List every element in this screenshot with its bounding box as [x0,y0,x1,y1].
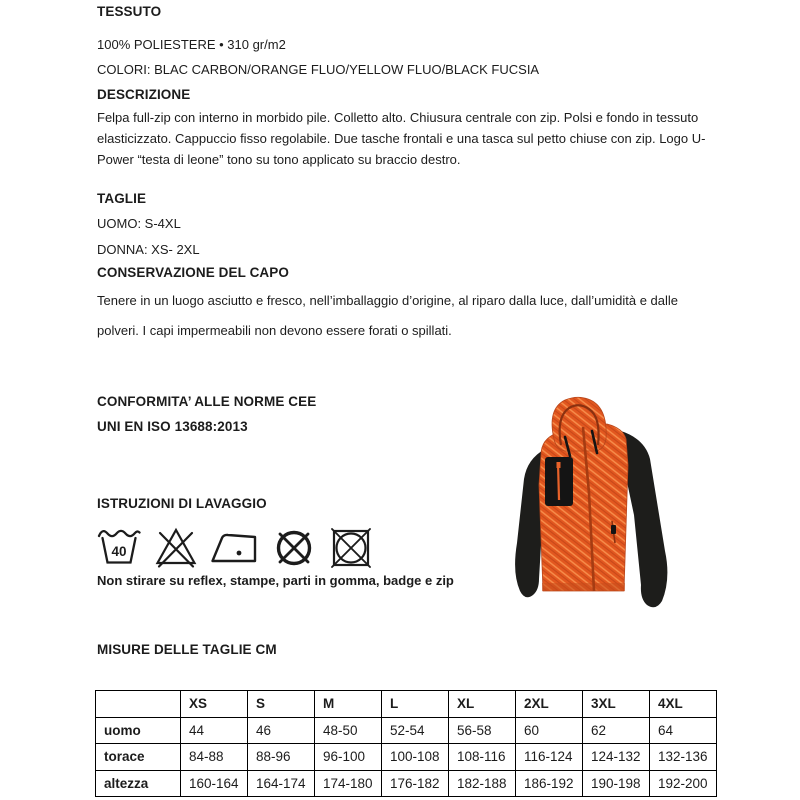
size-col-header: M [315,691,382,718]
size-cell: 100-108 [382,744,449,771]
size-col-header: 3XL [583,691,650,718]
size-cell: 48-50 [315,717,382,744]
size-cell: 176-182 [382,770,449,797]
size-cell: 64 [650,717,717,744]
size-cell: 108-116 [449,744,516,771]
size-col-header: XS [181,691,248,718]
jacket-right-sleeve [621,431,667,607]
jacket-side-pocket-zip-pull [611,525,616,534]
wash-temp-label: 40 [111,544,127,559]
conservazione-heading: CONSERVAZIONE DEL CAPO [97,265,289,280]
misure-heading: MISURE DELLE TAGLIE CM [97,642,277,657]
size-cell: 124-132 [583,744,650,771]
do-not-bleach-icon [153,523,199,569]
size-cell: 84-88 [181,744,248,771]
conservazione-body: Tenere in un luogo asciutto e fresco, nell’imballaggio d’origine, al riparo dalla luce, dall’umidità e dalle polveri. I capi impermeabili non devono essere forati o spillati. [97,293,679,338]
size-table [95,690,717,797]
taglie-heading: TAGLIE [97,191,147,206]
size-table-row-uomo [96,717,717,744]
jacket-hem [542,583,625,591]
taglie-donna: DONNA: XS- 2XL [97,242,200,257]
tessuto-heading: TESSUTO [97,4,162,19]
size-col-header: XL [449,691,516,718]
size-col-header: L [382,691,449,718]
size-col-header: 2XL [516,691,583,718]
wash-40-icon [96,523,142,569]
colori-line: COLORI: BLAC CARBON/ORANGE FLUO/YELLOW FLUO/BLACK FUCSIA [97,62,540,77]
size-table-header-row [96,691,717,718]
ironing-warning: Non stirare su reflex, stampe, parti in gomma, badge e zip [97,573,454,588]
size-cell: 116-124 [516,744,583,771]
size-table-row-torace [96,744,717,771]
size-cell: 96-100 [315,744,382,771]
row-label: altezza [96,770,181,797]
size-cell: 132-136 [650,744,717,771]
size-cell: 56-58 [449,717,516,744]
do-not-tumble-dry-icon [328,523,374,569]
taglie-uomo: UOMO: S-4XL [97,216,181,231]
size-cell: 88-96 [248,744,315,771]
size-cell: 182-188 [449,770,516,797]
size-table-row-altezza [96,770,717,797]
conformita-heading: CONFORMITA’ ALLE NORME CEE [97,394,317,409]
size-cell: 52-54 [382,717,449,744]
size-cell: 186-192 [516,770,583,797]
conformita-norma: UNI EN ISO 13688:2013 [97,419,248,434]
composition-line: 100% POLIESTERE • 310 gr/m2 [97,37,286,52]
size-cell: 62 [583,717,650,744]
size-cell: 164-174 [248,770,315,797]
descrizione-heading: DESCRIZIONE [97,87,191,102]
size-col-header: S [248,691,315,718]
size-cell: 192-200 [650,770,717,797]
row-label: uomo [96,717,181,744]
size-cell: 160-164 [181,770,248,797]
jacket-chest-pocket-zip-pull [557,462,561,468]
size-col-header: 4XL [650,691,717,718]
size-cell: 190-198 [583,770,650,797]
row-label: torace [96,744,181,771]
lavaggio-heading: ISTRUZIONI DI LAVAGGIO [97,496,267,511]
care-icons-row [96,523,374,569]
size-cell: 60 [516,717,583,744]
do-not-dryclean-icon [271,523,317,569]
size-cell: 44 [181,717,248,744]
product-photo-jacket [495,393,710,618]
iron-low-temp-icon [210,523,260,569]
descrizione-body: Felpa full-zip con interno in morbido pile. Colletto alto. Chiusura centrale con zip. Polsi e fondo in tessuto elasticizzato. Cappuccio fisso regolabile. Due tasche frontali e una tasca sul petto chiuse con zip. Logo U-Power “testa di leone” tono su tono applicato su braccio destro. [97,110,706,167]
size-cell: 46 [248,717,315,744]
size-col-header [96,691,181,718]
size-cell: 174-180 [315,770,382,797]
